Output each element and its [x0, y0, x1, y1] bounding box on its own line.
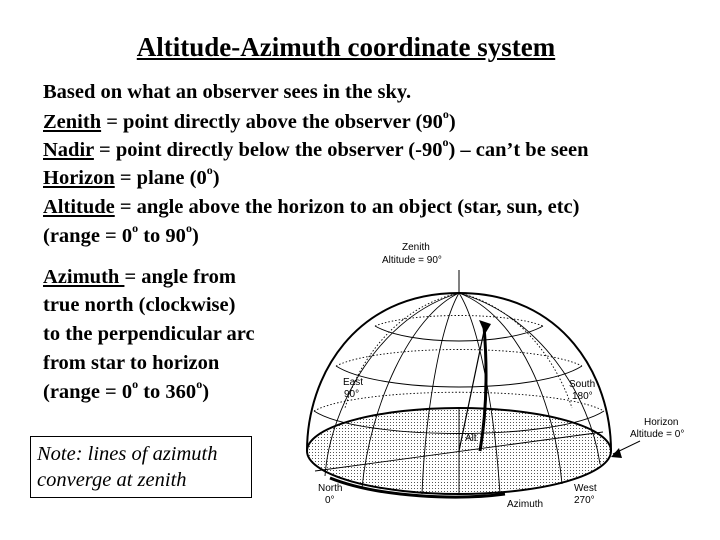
degree-mark: o	[132, 221, 139, 236]
note-box	[30, 436, 252, 498]
note-line2: converge at zenith	[37, 469, 187, 491]
range-mid: to 360	[138, 381, 197, 403]
horizon-altitude-label: Altitude = 0°	[630, 429, 685, 440]
south-degree-label: 180°	[572, 391, 593, 402]
azimuth-range	[43, 377, 210, 404]
azimuth-def-line2: true north (clockwise)	[43, 294, 236, 316]
degree-mark: o	[442, 107, 449, 122]
altitude-def-text: = angle above the horizon to an object (star, sun, etc)	[114, 196, 580, 218]
azimuth-def-line3: to the perpendicular arc	[43, 323, 255, 345]
horizon-definition	[43, 163, 220, 190]
degree-mark: o	[185, 221, 192, 236]
degree-mark: o	[132, 377, 139, 392]
zenith-definition	[43, 107, 456, 134]
zenith-altitude-label: Altitude = 90°	[382, 255, 442, 266]
azimuth-label: Azimuth	[507, 499, 544, 510]
azimuth-def-line1: = angle from	[124, 266, 236, 288]
nadir-def-text: = point directly below the observer (-90	[93, 139, 443, 161]
east-degree-label: 90°	[344, 389, 360, 400]
degree-mark: o	[196, 377, 203, 392]
nadir-definition	[43, 135, 589, 162]
altitude-term: Altitude	[43, 196, 115, 218]
celestial-hemisphere-diagram	[300, 236, 720, 540]
horizon-pointer-head	[611, 448, 622, 458]
zenith-term: Zenith	[43, 111, 102, 133]
horizon-def-text: = plane (0	[114, 167, 207, 189]
degree-mark: o	[442, 135, 449, 150]
zenith-def-end: )	[448, 111, 456, 133]
range-pre: (range = 0	[43, 225, 133, 247]
range-end: )	[202, 381, 210, 403]
north-label: North	[318, 483, 343, 494]
degree-mark: o	[206, 163, 213, 178]
east-label: East	[343, 377, 364, 388]
nadir-def-end: ) – can’t be seen	[448, 139, 589, 161]
horizon-def-end: )	[212, 167, 220, 189]
note-line1: Note: lines of azimuth	[37, 443, 218, 465]
azimuth-term: Azimuth	[43, 266, 125, 288]
azimuth-definition	[43, 265, 236, 289]
star-marker	[479, 320, 491, 334]
west-label: West	[574, 483, 597, 494]
altitude-range	[43, 221, 199, 248]
north-degree-label: 0°	[325, 495, 335, 506]
nadir-term: Nadir	[43, 139, 94, 161]
slide-title-text: Altitude-Azimuth coordinate system	[136, 32, 556, 62]
range-pre: (range = 0	[43, 381, 133, 403]
horizon-label: Horizon	[644, 417, 679, 428]
south-label: South	[569, 379, 596, 390]
range-end: )	[191, 225, 199, 247]
intro-line: Based on what an observer sees in the sky.	[43, 81, 412, 103]
range-mid: to 90	[138, 225, 186, 247]
horizon-term: Horizon	[43, 167, 115, 189]
zenith-label: Zenith	[402, 242, 430, 253]
zenith-def-text: = point directly above the observer (90	[101, 111, 443, 133]
alt-label: Alt	[465, 433, 477, 444]
altitude-definition	[43, 195, 579, 219]
slide-title	[0, 32, 720, 63]
west-degree-label: 270°	[574, 495, 595, 506]
azimuth-def-line4: from star to horizon	[43, 352, 220, 374]
